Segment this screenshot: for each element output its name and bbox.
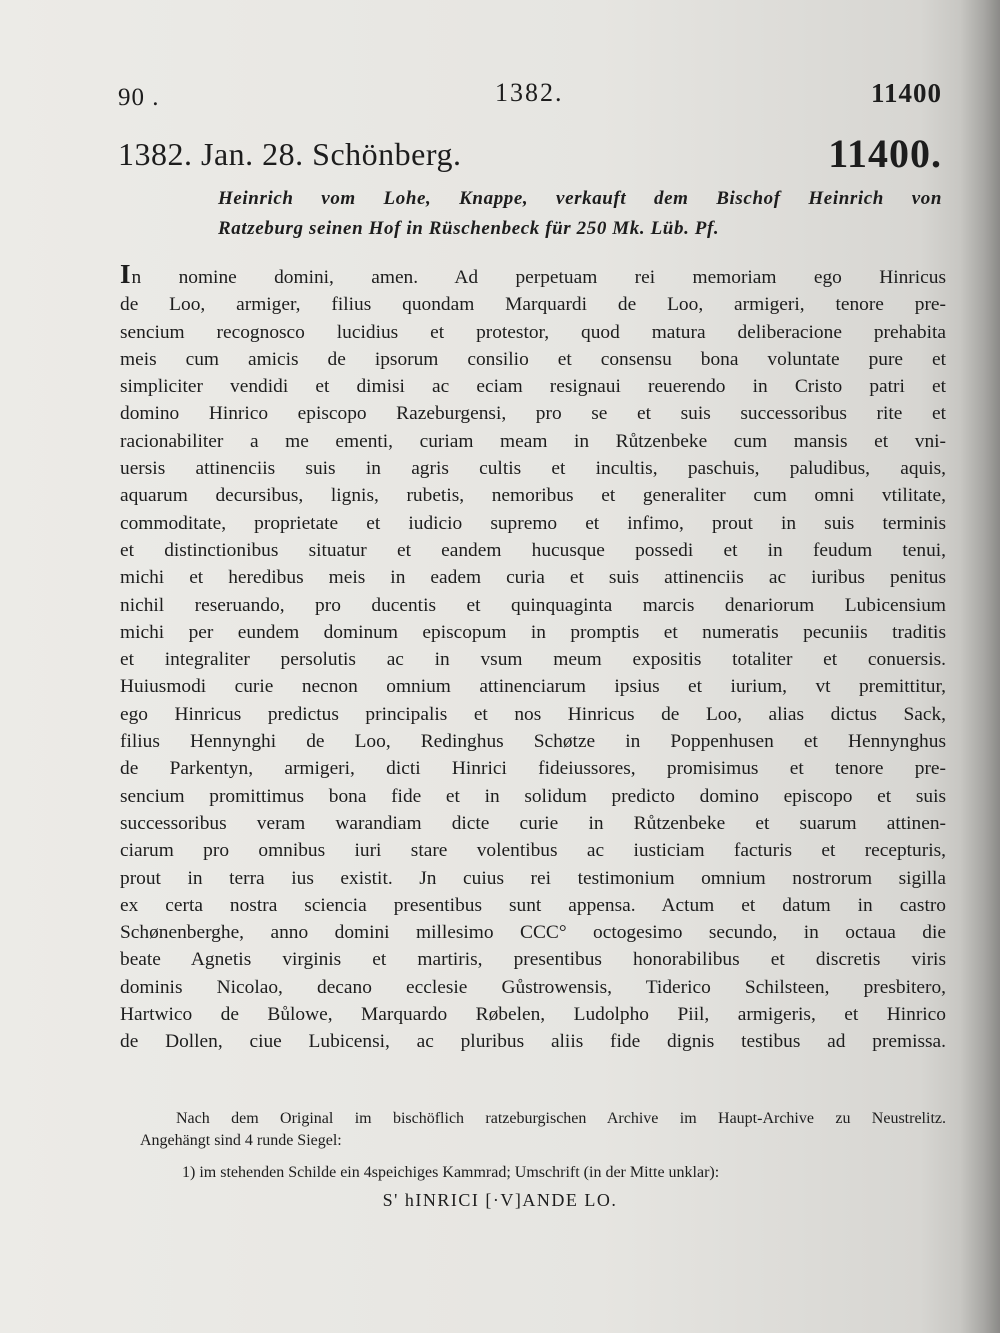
body-line: michi per eundem dominum episcopum in promptis et numeratis pecuniis traditis (120, 621, 946, 643)
page-gutter-shadow (960, 0, 1000, 1333)
entry-heading (118, 130, 942, 178)
body-line: racionabiliter a me ementi, curiam meam in Růtzenbeke cum mansis et vni- (120, 430, 946, 452)
body-line: et distinctionibus situatur et eandem hucusque possedi et in feudum tenui, (120, 539, 946, 561)
note-source: Nach dem Original im bischöflich ratzeburgischen Archive im Haupt-Archive zu Neustrelitz. (176, 1110, 946, 1127)
body-line: nichil reseruando, pro ducentis et quinquaginta marcis denariorum Lubicensium (120, 594, 946, 616)
body-line: ex certa nostra sciencia presentibus sunt appensa. Actum et datum in castro (120, 894, 946, 916)
body-line: domino Hinrico episcopo Razeburgensi, pro se et suis successoribus rite et (120, 403, 946, 425)
summary-line: Ratzeburg seinen Hof in Rüschenbeck für 250 Mk. Lüb. Pf. (218, 218, 720, 239)
body-line: Huiusmodi curie necnon omnium attinenciarum ipsius et iurium, vt premittitur, (120, 676, 946, 698)
body-line: de Loo, armiger, filius quondam Marquardi de Loo, armigeri, tenore pre- (120, 294, 946, 316)
body-line: commoditate, proprietate et iudicio supremo et infimo, prout in suis terminis (120, 512, 946, 534)
note-seals: Angehängt sind 4 runde Siegel: (140, 1132, 342, 1149)
body-line: aquarum decursibus, lignis, rubetis, nemoribus et generaliter cum omni vtilitate, (120, 485, 946, 507)
body-line: prout in terra ius existit. Jn cuius rei testimonium omnium nostrorum sigilla (120, 867, 946, 889)
header-document-number: 11400 (870, 78, 942, 108)
body-line: sencium promittimus bona fide et in solidum predicto domino episcopo et suis (120, 785, 946, 807)
note-seal-1: 1) im stehenden Schilde ein 4speichiges Kammrad; Umschrift (in der Mitte unklar): (182, 1164, 720, 1181)
body-line: Schønenberghe, anno domini millesimo CCC° octogesimo secundo, in octaua die (120, 922, 946, 944)
entry-number: 11400. (828, 131, 942, 176)
body-line: de Parkentyn, armigeri, dicti Hinrici fideiussores, promisimus et tenore pre- (120, 758, 946, 780)
body-line: et integraliter persolutis ac in vsum meum expositis totaliter et conuersis. (120, 649, 946, 671)
body-line: Hartwico de Bůlowe, Marquardo Røbelen, Ludolpho Piil, armigeris, et Hinrico (120, 1004, 946, 1026)
editorial-notes (140, 1108, 946, 1184)
entry-date-place: 1382. Jan. 28. Schönberg. (118, 136, 462, 172)
charter-text (120, 259, 946, 1056)
body-line: ego Hinricus predictus principalis et nos Hinricus de Loo, alias dictus Sack, (120, 703, 946, 725)
body-line: ciarum pro omnibus iuri stare volentibus ac iusticiam facturis et recepturis, (120, 840, 946, 862)
entry-summary (218, 184, 942, 244)
body-line: sencium recognosco lucidius et protestor, quod matura deliberacione prehabita (120, 321, 946, 343)
body-line (120, 259, 946, 291)
body-line: dominis Nicolao, decano ecclesie Gůstrowensis, Tiderico Schilsteen, presbitero, (120, 976, 946, 998)
body-line: meis cum amicis de ipsorum consilio et consensu bona voluntate pure et (120, 348, 946, 370)
summary-line: Heinrich vom Lohe, Knappe, verkauft dem Bischof Heinrich von (218, 188, 942, 209)
body-line: beate Agnetis virginis et martiris, presentibus honorabilibus et discretis viris (120, 949, 946, 971)
body-line: filius Hennynghi de Loo, Redinghus Schøtze in Poppenhusen et Hennynghus (120, 731, 946, 753)
body-line: michi et heredibus meis in eadem curia et suis attinenciis ac iuribus penitus (120, 567, 946, 589)
initial-letter: I (120, 259, 131, 289)
body-line: simpliciter vendidi et dimisi ac eciam resignaui reuerendo in Cristo patri et (120, 376, 946, 398)
body-line: de Dollen, ciue Lubicensi, ac pluribus aliis fide dignis testibus ad premissa. (120, 1031, 946, 1053)
body-first-line: n nomine domini, amen. Ad perpetuam rei memoriam ego Hinricus (131, 267, 946, 288)
page-number: 90 . (118, 84, 160, 111)
header-year: 1382. (495, 78, 564, 107)
body-line: successoribus veram warandiam dicte curie in Růtzenbeke et suarum attinen- (120, 812, 946, 834)
running-header (118, 78, 942, 118)
body-line: uersis attinenciis suis in agris cultis et incultis, paschuis, paludibus, aquis, (120, 458, 946, 480)
seal-inscription: S' hINRICI [·V]ANDE LO. (382, 1190, 618, 1210)
